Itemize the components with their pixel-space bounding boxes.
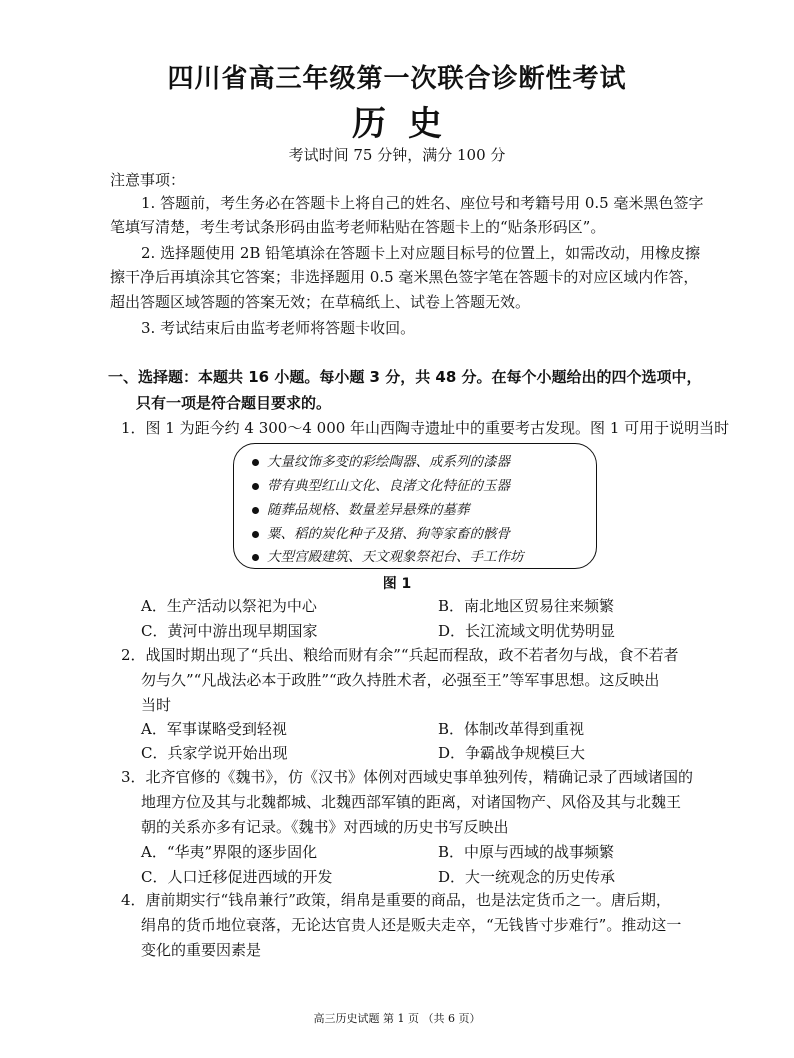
exam-info: 考试时间 75 分钟，满分 100 分 — [288, 146, 506, 164]
subject-title: 历史 — [352, 104, 464, 144]
question-4-stem: 绢帛的货币地位衰落，无论达官贵人还是贩夫走卒，“无钱皆寸步难行”。推动这一 — [141, 916, 682, 934]
question-2-option-b: B．体制改革得到重视 — [438, 720, 585, 738]
question-2-stem: 2．战国时期出现了“兵出、粮给而财有余”“兵起而程敌，政不若者勿与战，食不若者 — [121, 646, 679, 664]
question-3-stem: 地理方位及其与北魏都城、北魏西部军镇的距离，对诸国物产、风俗及其与北魏王 — [141, 793, 682, 811]
question-1-option-d: D．长江流域文明优势明显 — [438, 622, 616, 640]
notice-heading: 注意事项： — [110, 171, 186, 189]
notice-line: 擦干净后再填涂其它答案；非选择题用 0.5 毫米黑色签字笔在答题卡的对应区域内作答， — [110, 268, 699, 286]
bullet-icon — [252, 531, 259, 538]
figure-item: 大型宫殿建筑、天文观象祭祀台、手工作坊 — [252, 545, 524, 565]
question-3-option-c: C．人口迁移促进西域的开发 — [141, 868, 333, 886]
figure-1-caption: 图 1 — [382, 576, 412, 592]
notice-line: 2. 选择题使用 2B 铅笔填涂在答题卡上对应题目标号的位置上，如需改动，用橡皮擦 — [141, 244, 701, 262]
notice-line: 超出答题区域答题的答案无效；在草稿纸上、试卷上答题无效。 — [110, 293, 531, 311]
question-4-stem: 4．唐前期实行“钱帛兼行”政策，绢帛是重要的商品，也是法定货币之一。唐后期， — [121, 891, 671, 909]
figure-item: 随葬品规格、数量差异悬殊的墓葬 — [252, 498, 470, 518]
bullet-icon — [252, 483, 259, 490]
exam-title: 四川省高三年级第一次联合诊断性考试 — [167, 64, 627, 94]
figure-item: 大量纹饰多变的彩绘陶器、成系列的漆器 — [252, 450, 510, 470]
question-2-stem: 当时 — [141, 696, 172, 714]
figure-item: 带有典型红山文化、良渚文化特征的玉器 — [252, 474, 510, 494]
question-2-option-c: C．兵家学说开始出现 — [141, 744, 288, 762]
question-3-stem: 3．北齐官修的《魏书》，仿《汉书》体例对西域史事单独列传，精确记录了西域诸国的 — [121, 768, 694, 786]
question-3-option-b: B．中原与西域的战事频繁 — [438, 843, 615, 861]
question-2-option-a: A．军事谋略受到轻视 — [141, 720, 287, 738]
notice-line: 1. 答题前，考生务必在答题卡上将自己的姓名、座位号和考籍号用 0.5 毫米黑色签字 — [141, 194, 704, 212]
question-3-stem: 朝的关系亦多有记录。《魏书》对西域的历史书写反映出 — [141, 818, 509, 836]
figure-1-box — [233, 443, 597, 569]
question-1-stem: 1．图 1 为距今约 4 300～4 000 年山西陶寺遗址中的重要考古发现。图 1 可用于说明当时 — [121, 419, 730, 437]
notice-line: 3. 考试结束后由监考老师将答题卡收回。 — [141, 319, 416, 337]
page-footer: 高三历史试题 第 1 页 （共 6 页） — [313, 1012, 481, 1025]
question-1-option-b: B．南北地区贸易往来频繁 — [438, 597, 615, 615]
question-1-option-a: A．生产活动以祭祀为中心 — [141, 597, 317, 615]
bullet-icon — [252, 507, 259, 514]
question-3-option-d: D．大一统观念的历史传承 — [438, 868, 616, 886]
question-2-stem: 勿与久”“凡战法必本于政胜”“政久持胜术者，必强至王”等军事思想。这反映出 — [141, 671, 660, 689]
section-heading: 一、选择题：本题共 16 小题。每小题 3 分，共 48 分。在每个小题给出的四个选项中， — [108, 368, 702, 386]
section-heading-cont: 只有一项是符合题目要求的。 — [136, 394, 332, 412]
bullet-icon — [252, 554, 259, 561]
bullet-icon — [252, 459, 259, 466]
question-4-stem: 变化的重要因素是 — [141, 941, 262, 959]
figure-item: 粟、稻的炭化种子及猪、狗等家畜的骸骨 — [252, 522, 510, 542]
notice-line: 笔填写清楚，考生考试条形码由监考老师粘贴在答题卡上的“贴条形码区”。 — [110, 218, 606, 236]
question-2-option-d: D．争霸战争规模巨大 — [438, 744, 586, 762]
question-1-option-c: C．黄河中游出现早期国家 — [141, 622, 318, 640]
question-3-option-a: A．“华夷”界限的逐步固化 — [141, 843, 318, 861]
